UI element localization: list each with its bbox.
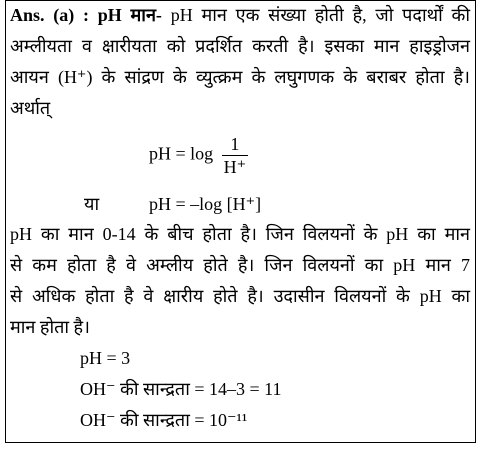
para1-line-2: अम्लीयता व क्षारीयता को प्रदर्शित करती है। इसका मान हाइड्रोजन xyxy=(10,36,470,56)
fraction-bar xyxy=(222,155,249,156)
answer-label: Ans. (a) : pH मान- xyxy=(10,5,162,25)
para2-line-2: से कम होता है वे अम्लीय होते है। जिन विलयनों का pH मान 7 xyxy=(10,255,470,275)
equation-2-prefix: या xyxy=(84,194,100,214)
equation-1 xyxy=(149,134,248,177)
fraction-numerator: 1 xyxy=(230,134,240,154)
equation-1-lhs: pH = log xyxy=(149,143,214,164)
para2-line-1: pH का मान 0-14 के बीच होता है। जिन विलयनों के pH का मान xyxy=(10,224,470,244)
answer-line-1 xyxy=(10,4,470,26)
calc-line-1: pH = 3 xyxy=(80,348,131,368)
para1-line-4: अर्थात् xyxy=(10,98,51,118)
para2-line-3: से अधिक होता है वे क्षारीय होते है। उदासीन विलयनों के pH का xyxy=(10,286,470,306)
calc-line-3: OH⁻ की सान्द्रता = 10⁻¹¹ xyxy=(80,410,248,430)
equation-2: pH = –log [H⁺] xyxy=(149,194,262,214)
para1-line-1: pH मान एक संख्या होती है, जो पदार्थों की xyxy=(170,5,471,25)
fraction xyxy=(222,134,249,177)
answer-box xyxy=(5,0,476,443)
para2-line-4: मान होता है। xyxy=(10,317,90,337)
calc-line-2: OH⁻ की सान्द्रता = 14–3 = 11 xyxy=(80,379,282,399)
para1-line-3: आयन (H⁺) के सांद्रण के व्युत्क्रम के लघुगणक के बराबर होता है। xyxy=(10,67,470,87)
fraction-denominator: H⁺ xyxy=(223,157,247,177)
